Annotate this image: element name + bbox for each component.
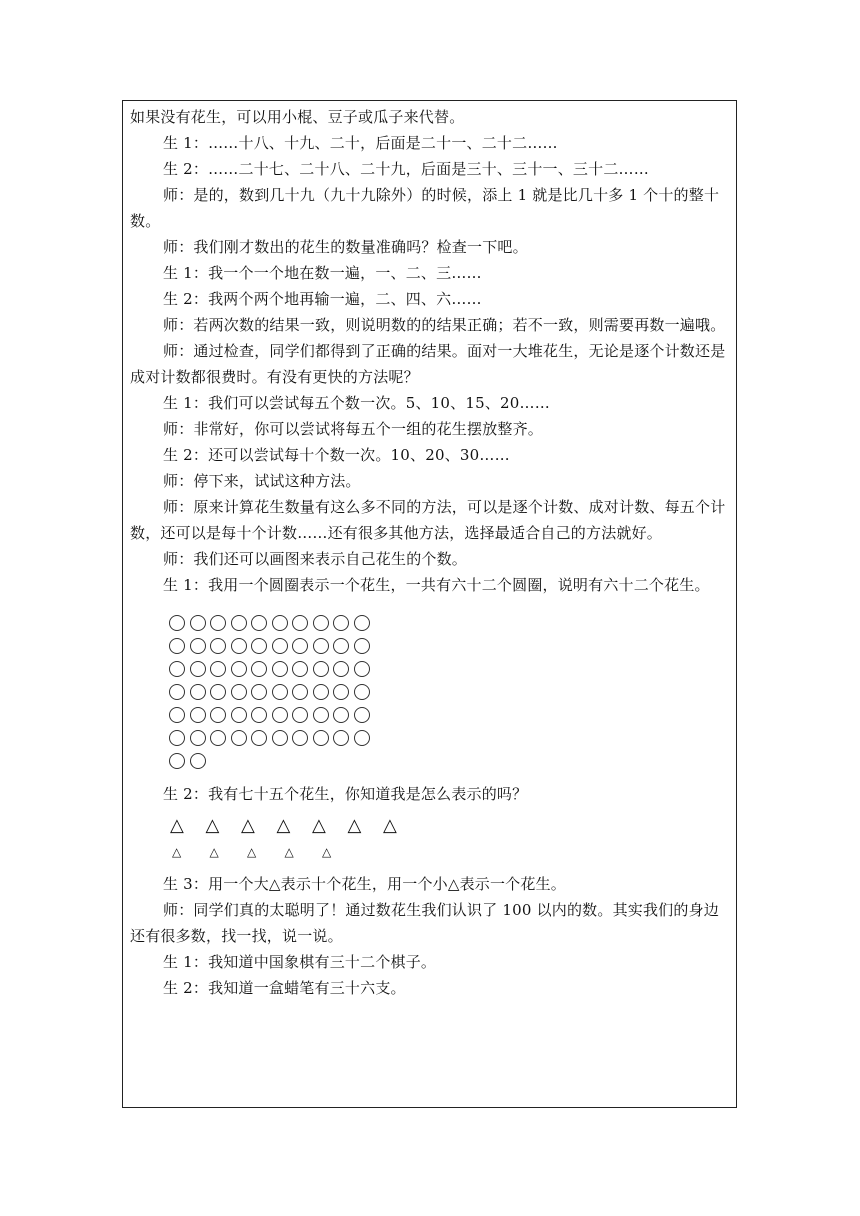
circle-icon xyxy=(169,684,185,700)
dialogue-line: 师：非常好，你可以尝试将每五个一组的花生摆放整齐。 xyxy=(163,420,544,438)
triangle-icon: △ xyxy=(209,845,219,859)
circle-icon xyxy=(333,661,349,677)
circle-icon xyxy=(354,730,370,746)
circle-icon xyxy=(210,730,226,746)
circle-icon xyxy=(354,707,370,723)
circle-icon xyxy=(313,661,329,677)
dialogue-line: 生 1：我一个一个地在数一遍，一、二、三…… xyxy=(163,264,482,282)
circle-icon xyxy=(231,707,247,723)
circle-diagram xyxy=(169,612,730,773)
triangle-icon: △ xyxy=(322,845,332,859)
circle-icon xyxy=(313,730,329,746)
circle-icon xyxy=(190,753,206,769)
circle-icon xyxy=(354,615,370,631)
circle-icon xyxy=(354,638,370,654)
circle-icon xyxy=(272,684,288,700)
dialogue-line: 生 2：我有七十五个花生，你知道我是怎么表示的吗？ xyxy=(163,785,528,803)
dialogue-line: 生 2：我知道一盒蜡笔有三十六支。 xyxy=(163,979,406,997)
circle-icon xyxy=(169,707,185,723)
dialogue-line: 师：同学们真的太聪明了！通过数花生我们认识了 100 以内的数。其实我们的身边还有很多数，找一找，说一说。 xyxy=(130,901,719,945)
circle-icon xyxy=(210,638,226,654)
circle-icon xyxy=(210,707,226,723)
dialogue-line: 生 2：还可以尝试每十个数一次。10、20、30…… xyxy=(163,446,510,464)
circle-icon xyxy=(333,707,349,723)
circle-icon xyxy=(210,684,226,700)
dialogue-line: 师：我们还可以画图来表示自己花生的个数。 xyxy=(163,550,468,568)
triangle-icon: △ xyxy=(247,845,257,859)
circle-icon xyxy=(231,661,247,677)
circle-icon xyxy=(333,684,349,700)
circle-row xyxy=(169,750,730,773)
circle-icon xyxy=(313,615,329,631)
circle-icon xyxy=(190,661,206,677)
circle-icon xyxy=(292,684,308,700)
circle-icon xyxy=(231,638,247,654)
circle-icon xyxy=(313,707,329,723)
circle-icon xyxy=(190,684,206,700)
circle-icon xyxy=(292,730,308,746)
triangle-icon: △ xyxy=(205,815,220,836)
circle-icon xyxy=(292,638,308,654)
circle-icon xyxy=(272,730,288,746)
triangle-diagram xyxy=(130,813,730,865)
dialogue-line: 生 2：……二十七、二十八、二十九，后面是三十、三十一、三十二…… xyxy=(163,160,649,178)
dialogue-line: 如果没有花生，可以用小棍、豆子或瓜子来代替。 xyxy=(130,108,465,126)
dialogue-line: 师：原来计算花生数量有这么多不同的方法，可以是逐个计数、成对计数、每五个计数，还可以是每十个计数……还有很多其他方法，选择最适合自己的方法就好。 xyxy=(130,498,726,542)
dialogue-top xyxy=(130,104,730,598)
dialogue-line: 生 1：我们可以尝试每五个数一次。5、10、15、20…… xyxy=(163,394,550,412)
circle-row xyxy=(169,612,730,635)
circle-icon xyxy=(272,638,288,654)
triangle-icon: △ xyxy=(241,815,255,836)
dialogue-line: 生 1：我知道中国象棋有三十二个棋子。 xyxy=(163,953,437,971)
dialogue-line: 师：若两次数的结果一致，则说明数的的结果正确；若不一致，则需要再数一遍哦。 xyxy=(163,316,726,334)
circle-icon xyxy=(190,730,206,746)
dialogue-line: 师：停下来，试试这种方法。 xyxy=(163,472,361,490)
triangle-icon: △ xyxy=(284,845,294,859)
triangle-icon: △ xyxy=(170,815,184,836)
circle-icon xyxy=(313,638,329,654)
circle-icon xyxy=(190,707,206,723)
circle-icon xyxy=(251,615,267,631)
dialogue-line: 师：通过检查，同学们都得到了正确的结果。面对一大堆花生，无论是逐个计数还是成对计数都很费时。有没有更快的方法呢？ xyxy=(130,342,726,386)
dialogue-line: 生 1：……十八、十九、二十，后面是二十一、二十二…… xyxy=(163,134,558,152)
circle-icon xyxy=(272,615,288,631)
circle-icon xyxy=(169,753,185,769)
circle-icon xyxy=(333,730,349,746)
circle-icon xyxy=(231,730,247,746)
dialogue-line: 师：我们刚才数出的花生的数量准确吗？检查一下吧。 xyxy=(163,238,528,256)
triangle-icon: △ xyxy=(172,845,182,859)
circle-icon xyxy=(354,684,370,700)
circle-row xyxy=(169,681,730,704)
circle-row xyxy=(169,727,730,750)
circle-icon xyxy=(333,638,349,654)
circle-icon xyxy=(354,661,370,677)
dialogue-line: 生 1：我用一个圆圈表示一个花生，一共有六十二个圆圈，说明有六十二个花生。 xyxy=(163,576,710,594)
dialogue-line: 师：是的，数到几十九（九十九除外）的时候，添上 1 就是比几十多 1 个十的整十数。 xyxy=(130,186,720,230)
small-triangle-row xyxy=(170,839,730,865)
circle-icon xyxy=(169,730,185,746)
triangle-icon: △ xyxy=(312,815,326,836)
circle-icon xyxy=(292,707,308,723)
circle-icon xyxy=(251,730,267,746)
circle-icon xyxy=(231,684,247,700)
circle-icon xyxy=(272,661,288,677)
circle-icon xyxy=(251,707,267,723)
triangle-icon: △ xyxy=(347,815,362,836)
circle-icon xyxy=(231,615,247,631)
circle-icon xyxy=(210,615,226,631)
circle-icon xyxy=(251,661,267,677)
dialogue-line: 生 2：我两个两个地再输一遍，二、四、六…… xyxy=(163,290,482,308)
triangle-icon: △ xyxy=(276,815,291,836)
dialogue-bottom xyxy=(130,871,730,1001)
circle-icon xyxy=(272,707,288,723)
triangle-icon: △ xyxy=(383,815,397,836)
circle-icon xyxy=(292,661,308,677)
circle-row xyxy=(169,658,730,681)
circle-icon xyxy=(251,638,267,654)
circle-icon xyxy=(169,661,185,677)
lesson-content xyxy=(130,104,730,1001)
circle-icon xyxy=(169,615,185,631)
circle-icon xyxy=(313,684,329,700)
circle-icon xyxy=(169,638,185,654)
circle-icon xyxy=(333,615,349,631)
big-triangle-row xyxy=(170,813,730,839)
circle-icon xyxy=(251,684,267,700)
circle-icon xyxy=(190,638,206,654)
circle-icon xyxy=(210,661,226,677)
circle-icon xyxy=(292,615,308,631)
circle-row xyxy=(169,635,730,658)
circle-icon xyxy=(190,615,206,631)
dialogue-line: 生 3：用一个大△表示十个花生，用一个小△表示一个花生。 xyxy=(163,875,566,893)
circle-row xyxy=(169,704,730,727)
